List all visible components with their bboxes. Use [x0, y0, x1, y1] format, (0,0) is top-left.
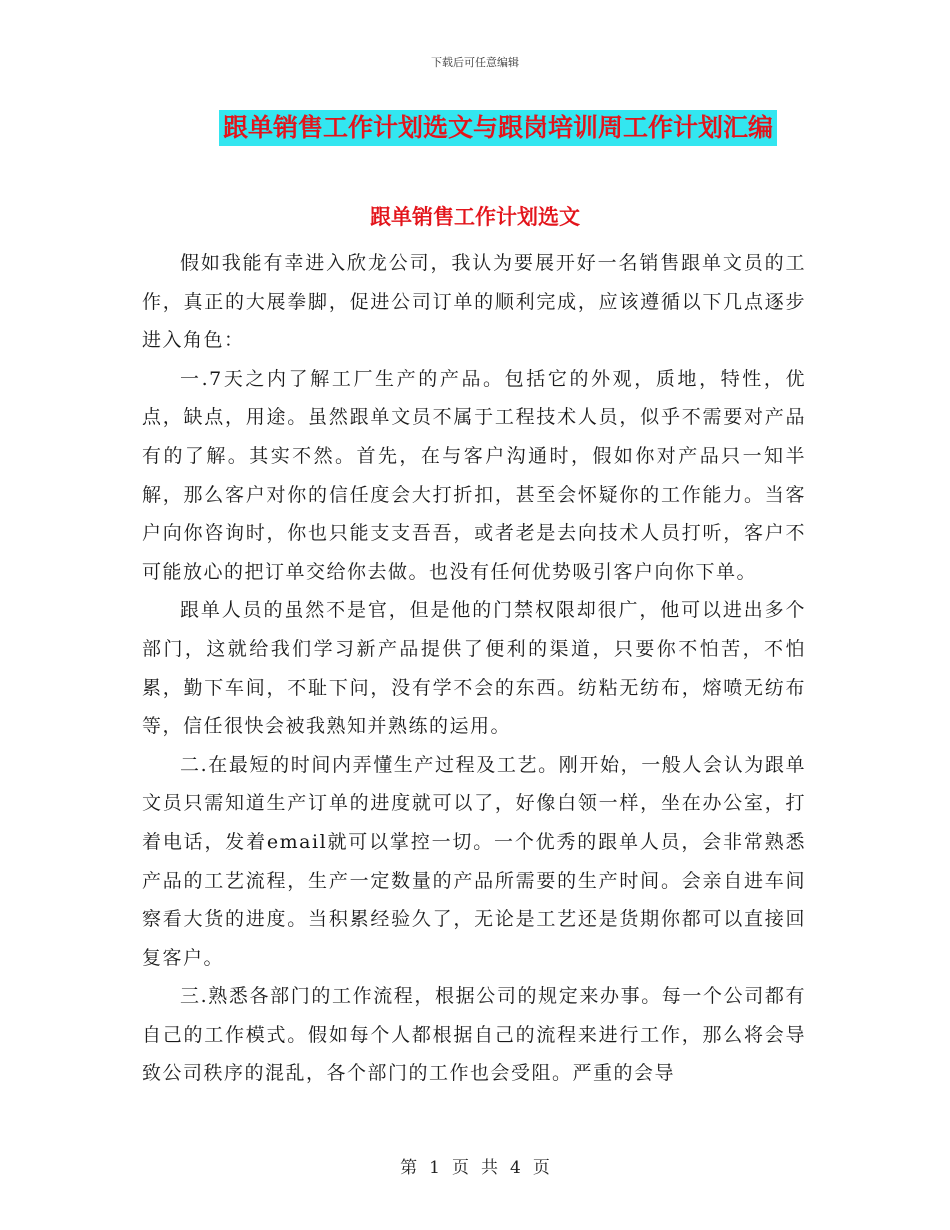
- section-title: 跟单销售工作计划选文: [370, 205, 580, 229]
- document-title-wrap: [0, 110, 950, 146]
- footer-total-word: 共: [481, 1158, 498, 1178]
- document-title: 跟单销售工作计划选文与跟岗培训周工作计划汇编: [219, 110, 777, 146]
- footer-prefix: 第: [400, 1158, 418, 1178]
- header-note: 下载后可任意编辑: [431, 56, 519, 69]
- footer-page-word: 页: [452, 1158, 469, 1178]
- document-body: [142, 244, 806, 1093]
- current-page-number: 1: [429, 1158, 440, 1178]
- total-page-number: 4: [510, 1158, 521, 1178]
- page-number-footer: [0, 1153, 950, 1178]
- paragraph: 三.熟悉各部门的工作流程，根据公司的规定来办事。每一个公司都有自己的工作模式。假如每个人都根据自己的流程来进行工作，那么将会导致公司秩序的混乱，各个部门的工作也会受阻。严重的会导: [142, 985, 806, 1085]
- paragraph: 二.在最短的时间内弄懂生产过程及工艺。刚开始，一般人会认为跟单文员只需知道生产订单的进度就可以了，好像白领一样，坐在办公室，打着电话，发着email就可以掌控一切。一个优秀的跟单人员，会非常熟悉产品的工艺流程，生产一定数量的产品所需要的生产时间。会亲自进车间察看大货的进度。当积累经验久了，无论是工艺还是货期你都可以直接回复客户。: [142, 753, 806, 969]
- paragraph: 跟单人员的虽然不是官，但是他的门禁权限却很广，他可以进出多个部门，这就给我们学习新产品提供了便利的渠道，只要你不怕苦，不怕累，勤下车间，不耻下问，没有学不会的东西。纺粘无纺布，熔喷无纺布等，信任很快会被我熟知并熟练的运用。: [142, 599, 806, 738]
- paragraph: 假如我能有幸进入欣龙公司，我认为要展开好一名销售跟单文员的工作，真正的大展拳脚，促进公司订单的顺利完成，应该遵循以下几点逐步进入角色：: [142, 252, 806, 352]
- paragraph: 一.7天之内了解工厂生产的产品。包括它的外观，质地，特性，优点，缺点，用途。虽然跟单文员不属于工程技术人员，似乎不需要对产品有的了解。其实不然。首先，在与客户沟通时，假如你对产品只一知半解，那么客户对你的信任度会大打折扣，甚至会怀疑你的工作能力。当客户向你咨询时，你也只能支支吾吾，或者老是去向技术人员打听，客户不可能放心的把订单交给你去做。也没有任何优势吸引客户向你下单。: [142, 367, 806, 583]
- footer-suffix: 页: [532, 1158, 550, 1178]
